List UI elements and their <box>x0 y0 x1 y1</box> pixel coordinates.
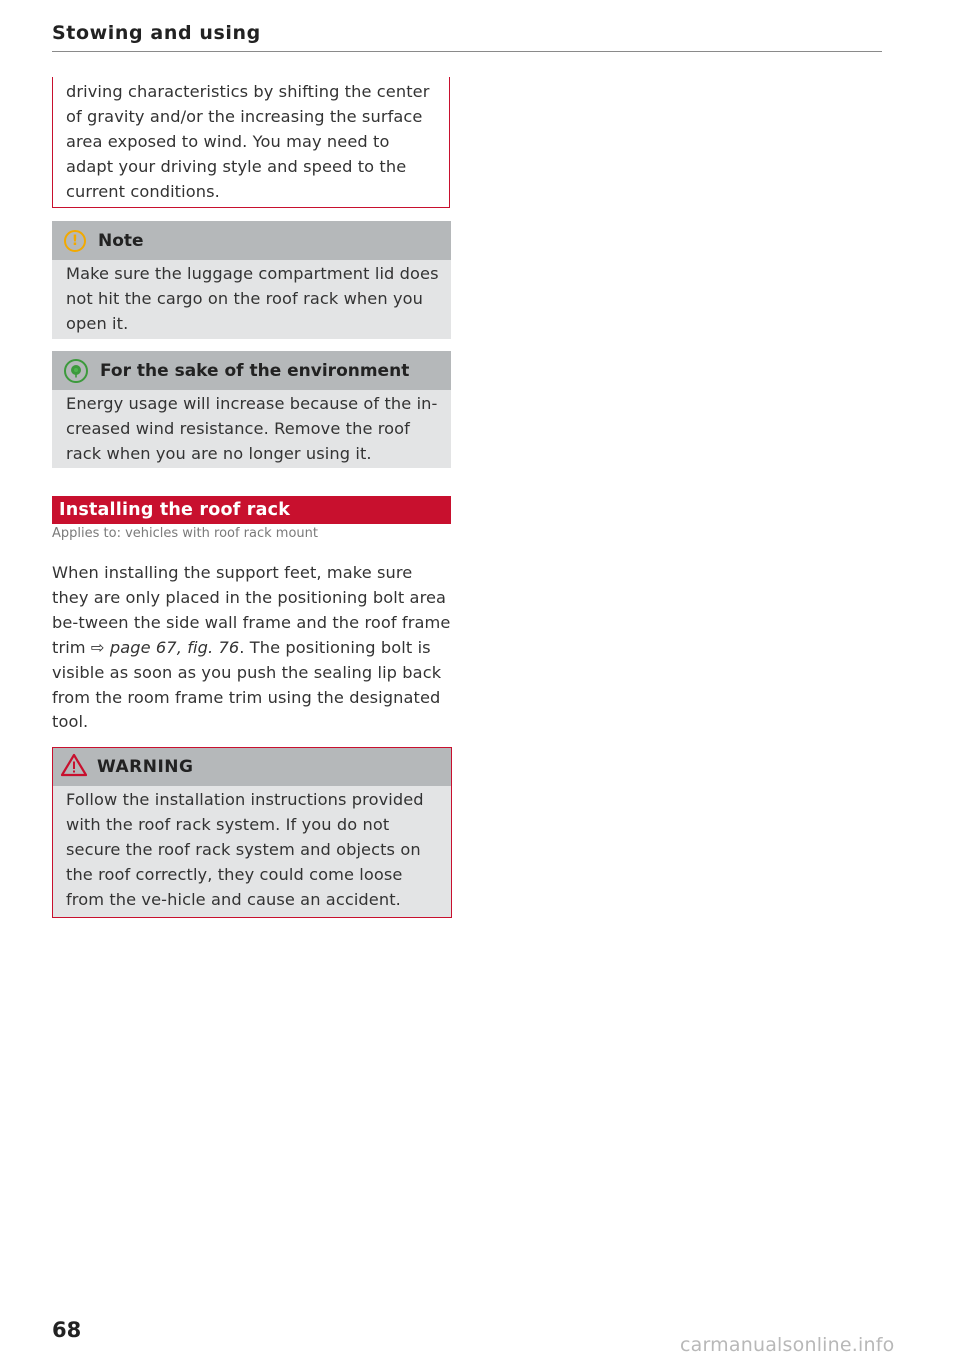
running-header: Stowing and using <box>52 22 261 44</box>
note-title: Note <box>98 230 144 251</box>
tree-icon <box>64 359 88 383</box>
continued-warning-text: driving characteristics by shifting the center of gravity and/or the increasing the surface area exposed to wind. You may need to adapt your driving style and speed to the current conditions. <box>66 82 430 201</box>
environment-box <box>52 351 451 468</box>
environment-text: Energy usage will increase because of the in-creased wind resistance. Remove the roof rack when you are no longer using it. <box>66 394 438 463</box>
note-text: Make sure the luggage compartment lid does not hit the cargo on the roof rack when you open it. <box>66 264 439 333</box>
warning-title: WARNING <box>97 757 194 777</box>
continued-warning-box <box>52 77 450 208</box>
applies-to-note: Applies to: vehicles with roof rack mount <box>52 526 318 541</box>
exclamation-circle-icon: ! <box>64 230 86 252</box>
installation-paragraph <box>52 561 452 735</box>
environment-title: For the sake of the environment <box>100 360 410 381</box>
note-header <box>52 221 451 260</box>
warning-triangle-icon <box>61 753 87 781</box>
environment-header <box>52 351 451 390</box>
paragraph-text-end: . The positioning bolt is visible as soon as you push the sealing lip back from the room frame trim using the designated tool. <box>52 637 442 732</box>
page-reference-link[interactable]: ⇨ page 67, fig. 76 <box>90 637 240 657</box>
warning-text: Follow the installation instructions provided with the roof rack system. If you do not secure the roof rack system and objects on the roof correctly, they could come loose from the ve-hicle and cause an accident. <box>66 790 424 909</box>
paragraph-text-start: When installing the support feet, make sure they are only placed in the positioning bolt area be-tween the side wall frame and the roof frame trim <box>52 563 451 657</box>
section-heading: Installing the roof rack <box>59 500 291 520</box>
note-box <box>52 221 451 339</box>
section-heading-bar <box>52 496 451 524</box>
page-number: 68 <box>52 1318 82 1342</box>
warning-header <box>53 748 451 786</box>
watermark: carmanualsonline.info <box>680 1334 895 1356</box>
warning-box <box>52 747 452 918</box>
header-rule <box>52 51 882 52</box>
